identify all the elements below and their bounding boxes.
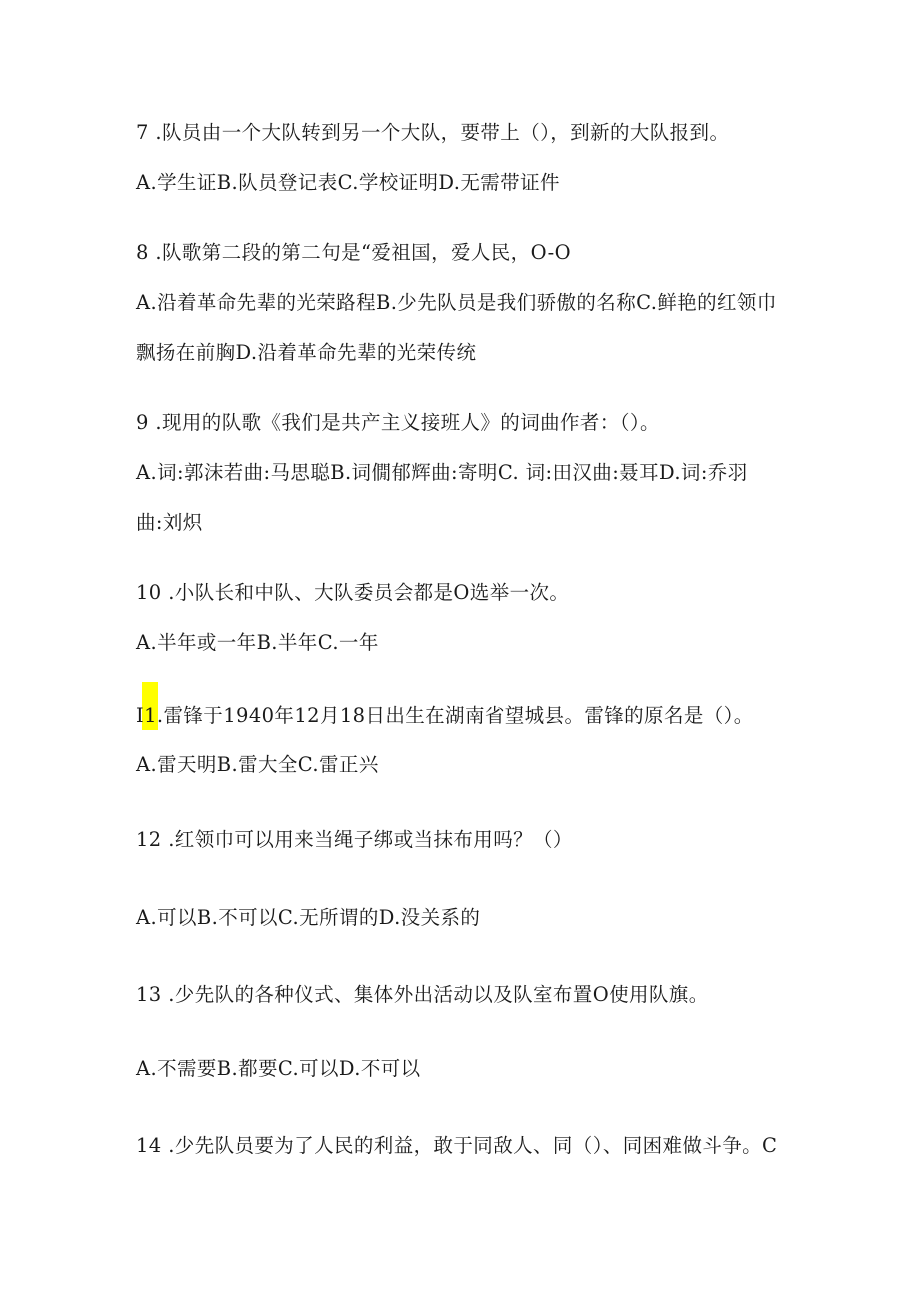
- options-8-cont: 飘扬在前胸D.沿着革命先辈的光荣传统: [136, 341, 477, 364]
- options-13: A.不需要B.都要C.可以D.不可以: [136, 1057, 421, 1080]
- options-9: A.词:郭沫若曲:马思聪B.词僩郁辉曲:寄明C. 词:田汉曲:聂耳D.词:乔羽: [136, 461, 748, 484]
- options-11: A.雷天明B.雷大全C.雷正兴: [136, 753, 379, 776]
- options-12: A.可以B.不可以C.无所谓的D.没关系的: [136, 906, 481, 929]
- question-7: 7 .队员由一个大队转到另一个大队，要带上（），到新的大队报到。: [136, 121, 730, 144]
- options-7: A.学生证B.队员登记表C.学校证明D.无需带证件: [136, 171, 560, 194]
- options-9-cont: 曲:刘炽: [136, 511, 203, 534]
- options-10: A.半年或一年B.半年C.一年: [136, 631, 379, 654]
- question-8: 8 .队歌第二段的第二句是“爱祖国，爱人民，O-O: [136, 241, 572, 264]
- options-8: A.沿着革命先辈的光荣路程B.少先队员是我们骄傲的名称C.鲜艳的红领巾: [136, 291, 777, 314]
- question-11: I1.雷锋于1940年12月18日出生在湖南省望城县。雷锋的原名是（）。: [136, 704, 754, 727]
- question-12: 12 .红领巾可以用来当绳子绑或当抹布用吗？（）: [136, 828, 573, 851]
- question-13: 13 .少先队的各种仪式、集体外出活动以及队室布置O使用队旗。: [136, 983, 709, 1006]
- question-14: 14 .少先队员要为了人民的利益，敢于同敌人、同（）、同困难做斗争。C: [136, 1134, 778, 1157]
- question-9: 9 .现用的队歌《我们是共产主义接班人》的词曲作者：（）。: [136, 411, 660, 434]
- question-10: 10 .小队长和中队、大队委员会都是O选举一次。: [136, 581, 570, 604]
